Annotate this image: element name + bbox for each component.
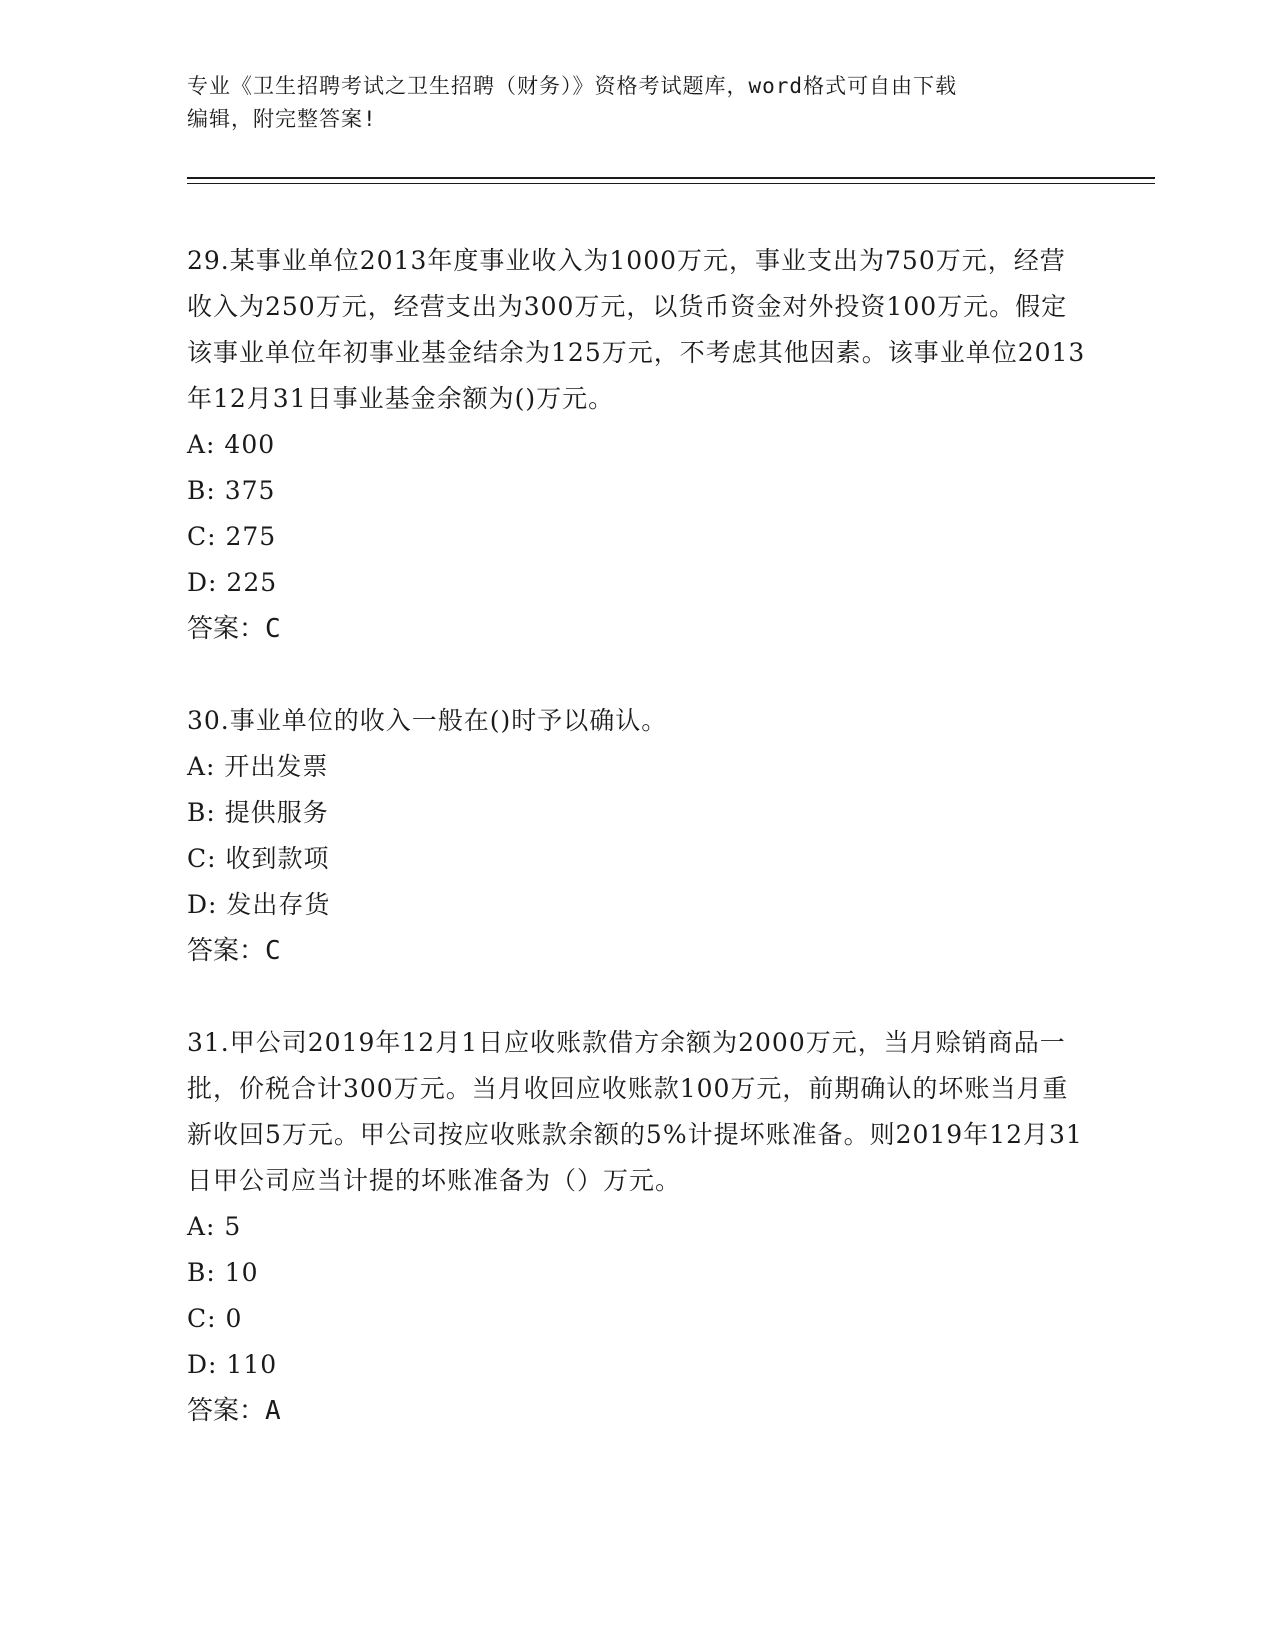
header-divider-thin — [187, 183, 1155, 184]
option-c: C: 275 — [187, 522, 277, 551]
answer: 答案：C — [187, 936, 281, 966]
option-a: A: 400 — [187, 430, 276, 459]
option-d: D: 发出存货 — [187, 890, 331, 919]
option-a: A: 5 — [187, 1212, 242, 1241]
option-c: C: 收到款项 — [187, 844, 330, 873]
question-stem: 31.甲公司2019年12月1日应收账款借方余额为2000万元，当月赊销商品一批，价税合计300万元。当月收回应收账款100万元，前期确认的坏账当月重新收回5万元。甲公司按应收账款余额的5%计提坏账准备。则2019年12月31日甲公司应当计提的坏账准备为（）万元。 — [187, 1028, 1083, 1195]
question-list — [187, 238, 1087, 1480]
header-divider-thick — [187, 177, 1155, 179]
question-31 — [187, 1020, 1087, 1434]
option-b: B: 375 — [187, 476, 276, 505]
question-stem: 30.事业单位的收入一般在()时予以确认。 — [187, 706, 668, 735]
question-29 — [187, 238, 1087, 652]
document-header: 专业《卫生招聘考试之卫生招聘（财务）》资格考试题库，word格式可自由下载 编辑，附完整答案! — [187, 74, 958, 131]
option-c: C: 0 — [187, 1304, 243, 1333]
option-b: B: 提供服务 — [187, 798, 329, 827]
answer: 答案：A — [187, 1396, 281, 1426]
question-30 — [187, 698, 1087, 974]
option-b: B: 10 — [187, 1258, 259, 1287]
option-d: D: 110 — [187, 1350, 278, 1379]
option-d: D: 225 — [187, 568, 278, 597]
answer: 答案：C — [187, 614, 281, 644]
question-stem: 29.某事业单位2013年度事业收入为1000万元，事业支出为750万元，经营收入为250万元，经营支出为300万元，以货币资金对外投资100万元。假定该事业单位年初事业基金结余为125万元，不考虑其他因素。该事业单位2013年12月31日事业基金余额为()万元。 — [187, 246, 1086, 413]
option-a: A: 开出发票 — [187, 752, 329, 781]
